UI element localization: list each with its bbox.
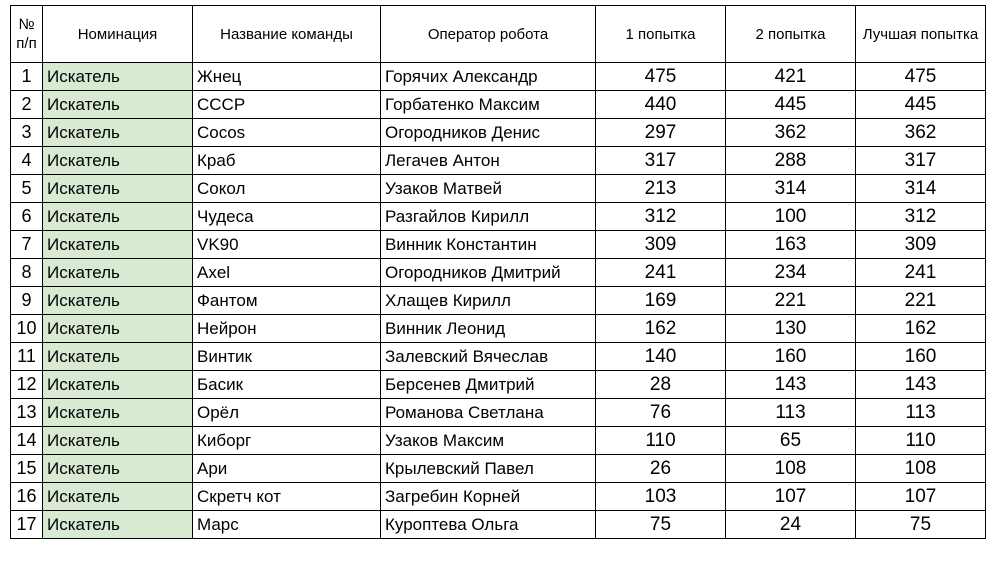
table-row <box>11 63 986 91</box>
cell-attempt1: 28 <box>596 371 726 399</box>
cell-best: 362 <box>856 119 986 147</box>
cell-num: 4 <box>11 147 43 175</box>
cell-operator: Романова Светлана <box>381 399 596 427</box>
cell-best: 314 <box>856 175 986 203</box>
header-attempt2: 2 попытка <box>726 6 856 63</box>
cell-num: 10 <box>11 315 43 343</box>
cell-nomination: Искатель <box>43 455 193 483</box>
cell-team: Винтик <box>193 343 381 371</box>
cell-best: 312 <box>856 203 986 231</box>
header-team: Название команды <box>193 6 381 63</box>
cell-best: 309 <box>856 231 986 259</box>
cell-attempt2: 163 <box>726 231 856 259</box>
cell-attempt2: 130 <box>726 315 856 343</box>
table-body <box>11 63 986 539</box>
header-row <box>11 6 986 63</box>
table-row <box>11 511 986 539</box>
cell-num: 6 <box>11 203 43 231</box>
cell-operator: Горбатенко Максим <box>381 91 596 119</box>
cell-nomination: Искатель <box>43 371 193 399</box>
table-row <box>11 455 986 483</box>
cell-nomination: Искатель <box>43 511 193 539</box>
results-table <box>10 5 986 539</box>
cell-operator: Разгайлов Кирилл <box>381 203 596 231</box>
header-attempt1: 1 попытка <box>596 6 726 63</box>
cell-team: Скретч кот <box>193 483 381 511</box>
cell-nomination: Искатель <box>43 175 193 203</box>
cell-team: Жнец <box>193 63 381 91</box>
cell-attempt2: 108 <box>726 455 856 483</box>
cell-operator: Загребин Корней <box>381 483 596 511</box>
cell-team: Cocos <box>193 119 381 147</box>
cell-operator: Залевский Вячеслав <box>381 343 596 371</box>
cell-num: 15 <box>11 455 43 483</box>
cell-operator: Узаков Матвей <box>381 175 596 203</box>
cell-attempt1: 140 <box>596 343 726 371</box>
cell-num: 13 <box>11 399 43 427</box>
cell-team: Орёл <box>193 399 381 427</box>
cell-attempt1: 103 <box>596 483 726 511</box>
table-row <box>11 371 986 399</box>
cell-num: 11 <box>11 343 43 371</box>
cell-num: 14 <box>11 427 43 455</box>
cell-operator: Хлащев Кирилл <box>381 287 596 315</box>
cell-best: 108 <box>856 455 986 483</box>
table-row <box>11 399 986 427</box>
table-row <box>11 231 986 259</box>
cell-nomination: Искатель <box>43 259 193 287</box>
cell-team: Краб <box>193 147 381 175</box>
cell-attempt1: 440 <box>596 91 726 119</box>
cell-attempt1: 312 <box>596 203 726 231</box>
cell-team: Сокол <box>193 175 381 203</box>
cell-nomination: Искатель <box>43 119 193 147</box>
cell-nomination: Искатель <box>43 399 193 427</box>
cell-team: Киборг <box>193 427 381 455</box>
cell-nomination: Искатель <box>43 315 193 343</box>
cell-attempt1: 213 <box>596 175 726 203</box>
cell-best: 221 <box>856 287 986 315</box>
cell-attempt1: 241 <box>596 259 726 287</box>
cell-attempt2: 288 <box>726 147 856 175</box>
cell-operator: Огородников Дмитрий <box>381 259 596 287</box>
cell-num: 9 <box>11 287 43 315</box>
cell-team: Нейрон <box>193 315 381 343</box>
cell-attempt2: 421 <box>726 63 856 91</box>
table-row <box>11 287 986 315</box>
cell-operator: Горячих Александр <box>381 63 596 91</box>
cell-best: 113 <box>856 399 986 427</box>
cell-attempt2: 445 <box>726 91 856 119</box>
cell-best: 143 <box>856 371 986 399</box>
cell-team: СССР <box>193 91 381 119</box>
cell-num: 5 <box>11 175 43 203</box>
cell-nomination: Искатель <box>43 147 193 175</box>
cell-nomination: Искатель <box>43 63 193 91</box>
cell-best: 475 <box>856 63 986 91</box>
cell-nomination: Искатель <box>43 343 193 371</box>
cell-nomination: Искатель <box>43 427 193 455</box>
table-row <box>11 343 986 371</box>
cell-best: 445 <box>856 91 986 119</box>
cell-nomination: Искатель <box>43 91 193 119</box>
table-row <box>11 315 986 343</box>
table-row <box>11 91 986 119</box>
cell-best: 75 <box>856 511 986 539</box>
table-row <box>11 119 986 147</box>
cell-team: Басик <box>193 371 381 399</box>
cell-attempt2: 234 <box>726 259 856 287</box>
header-num: № п/п <box>11 6 43 63</box>
cell-team: VK90 <box>193 231 381 259</box>
cell-operator: Винник Леонид <box>381 315 596 343</box>
cell-operator: Огородников Денис <box>381 119 596 147</box>
cell-attempt1: 169 <box>596 287 726 315</box>
table-row <box>11 203 986 231</box>
table-header <box>11 6 986 63</box>
cell-operator: Берсенев Дмитрий <box>381 371 596 399</box>
cell-best: 317 <box>856 147 986 175</box>
cell-attempt1: 26 <box>596 455 726 483</box>
cell-best: 160 <box>856 343 986 371</box>
cell-num: 12 <box>11 371 43 399</box>
cell-best: 110 <box>856 427 986 455</box>
cell-team: Марс <box>193 511 381 539</box>
table-row <box>11 147 986 175</box>
cell-nomination: Искатель <box>43 203 193 231</box>
cell-attempt2: 143 <box>726 371 856 399</box>
cell-operator: Винник Константин <box>381 231 596 259</box>
header-operator: Оператор робота <box>381 6 596 63</box>
header-best: Лучшая попытка <box>856 6 986 63</box>
cell-best: 162 <box>856 315 986 343</box>
results-table-wrapper <box>10 5 986 539</box>
cell-attempt2: 113 <box>726 399 856 427</box>
cell-nomination: Искатель <box>43 231 193 259</box>
cell-team: Фантом <box>193 287 381 315</box>
cell-num: 2 <box>11 91 43 119</box>
cell-team: Чудеса <box>193 203 381 231</box>
cell-team: Axel <box>193 259 381 287</box>
table-row <box>11 483 986 511</box>
cell-attempt2: 160 <box>726 343 856 371</box>
cell-num: 1 <box>11 63 43 91</box>
cell-num: 7 <box>11 231 43 259</box>
cell-team: Ари <box>193 455 381 483</box>
table-row <box>11 259 986 287</box>
table-row <box>11 427 986 455</box>
cell-attempt2: 65 <box>726 427 856 455</box>
cell-attempt1: 76 <box>596 399 726 427</box>
cell-best: 107 <box>856 483 986 511</box>
cell-attempt2: 107 <box>726 483 856 511</box>
cell-attempt1: 475 <box>596 63 726 91</box>
cell-attempt1: 309 <box>596 231 726 259</box>
cell-attempt2: 362 <box>726 119 856 147</box>
cell-attempt1: 317 <box>596 147 726 175</box>
cell-attempt1: 297 <box>596 119 726 147</box>
cell-attempt2: 221 <box>726 287 856 315</box>
table-row <box>11 175 986 203</box>
cell-attempt2: 100 <box>726 203 856 231</box>
cell-operator: Узаков Максим <box>381 427 596 455</box>
cell-num: 16 <box>11 483 43 511</box>
header-nomination: Номинация <box>43 6 193 63</box>
cell-attempt2: 24 <box>726 511 856 539</box>
cell-best: 241 <box>856 259 986 287</box>
cell-operator: Крылевский Павел <box>381 455 596 483</box>
cell-num: 17 <box>11 511 43 539</box>
cell-num: 8 <box>11 259 43 287</box>
cell-operator: Легачев Антон <box>381 147 596 175</box>
cell-operator: Куроптева Ольга <box>381 511 596 539</box>
cell-attempt1: 75 <box>596 511 726 539</box>
cell-nomination: Искатель <box>43 483 193 511</box>
cell-attempt2: 314 <box>726 175 856 203</box>
cell-attempt1: 162 <box>596 315 726 343</box>
cell-nomination: Искатель <box>43 287 193 315</box>
cell-num: 3 <box>11 119 43 147</box>
cell-attempt1: 110 <box>596 427 726 455</box>
